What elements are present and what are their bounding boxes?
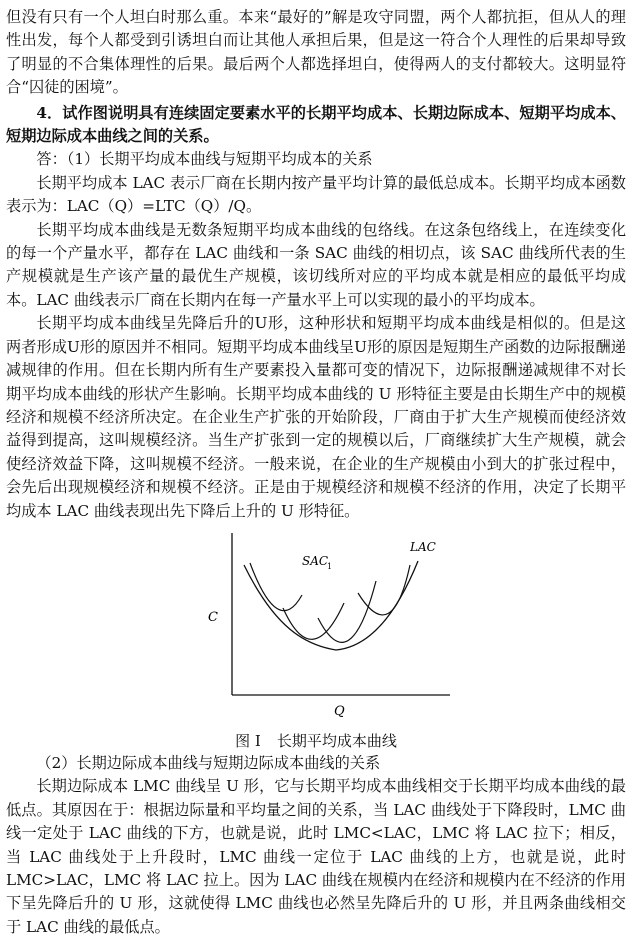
lac-label: LAC (410, 539, 436, 554)
caption-title: 长期平均成本曲线 (276, 731, 397, 750)
paragraph-intro: 但没有只有一个人坦白时那么重。本来“最好的”解是攻守同盟，两个人都抗拒，但从人的理性出发，每个人都受到引诱坦白而让其他人承担后果，但是这一符合个人理性的后果却导致了明显的不合集体理性的后果。最后两个人都选择坦白，使得两人的支付都较大。这明显符合“囚徒的困境”。 (6, 8, 626, 97)
paragraph-envelope: 长期平均成本曲线是无数条短期平均成本曲线的包络线。在这条包络线上，在连续变化的每一个产量水平，都存在 LAC 曲线和一条 SAC 曲线的相切点，该 SAC 曲线所代表的生产规模就是生产该产量的最优生产规模，该切线所对应的平均成本就是相应的最低平均成本。LAC 曲线表示厂商在长期内在每一产量水平上可以实现的最小的平均成本。 (6, 220, 626, 309)
sac-curve (250, 563, 302, 611)
figure-caption (6, 730, 626, 752)
answer-subheading-2: （2）长期边际成本曲线与短期边际成本曲线的关系 (36, 753, 381, 772)
question-heading: 4．试作图说明具有连续固定要素水平的长期平均成本、长期边际成本、短期平均成本、短期边际成本曲线之间的关系。 (6, 103, 626, 146)
paragraph-lmc: 长期边际成本 LMC 曲线呈 U 形，它与长期平均成本曲线相交于长期平均成本曲线的最低点。其原因在于：根据边际量和平均量之间的关系，当 LAC 曲线处于下降段时，LMC 曲线一定处于 LAC 曲线的下方，也就是说，此时 LMC<LAC，LMC 将 LAC 拉下；相反，当 LAC 曲线处于上升段时，LMC 曲线一定位于 LAC 曲线的上方，也就是说，此时 LMC>LAC，LMC 将 LAC 拉上。因为 LAC 曲线在规模内在经济和规模内在不经济的作用下呈先降后升的 U 形，这就使得 LMC 曲线也必然呈先降后升的 U 形，并且两条曲线相交于 LAC 曲线的最低点。 (6, 777, 626, 936)
paragraph-lac-definition: 长期平均成本 LAC 表示厂商在长期内按产量平均计算的最低总成本。长期平均成本函数表示为：LAC（Q）=LTC（Q）/Q。 (6, 173, 626, 216)
x-axis-label: Q (334, 703, 345, 719)
sac-curve (318, 581, 376, 642)
sac-label-subscript: 1 (327, 561, 333, 571)
caption-number: 图 I (235, 731, 261, 750)
lac-diagram (0, 523, 636, 728)
answer-subheading-1: 答：（1）长期平均成本曲线与短期平均成本的关系 (36, 150, 373, 169)
lac-figure (0, 523, 636, 728)
sac-label: SAC (302, 553, 329, 568)
sac-curve (358, 565, 410, 615)
paragraph-u-shape: 长期平均成本曲线呈先降后升的U形，这种形状和短期平均成本曲线是相似的。但是这两者形成U形的原因并不相同。短期平均成本曲线呈U形的原因是短期生产函数的边际报酬递减规律的作用。但在长期内所有生产要素投入量都可变的情况下，边际报酬递减规律不对长期平均成本曲线的形状产生影响。长期平均成本曲线的 U 形特征主要是由长期生产中的规模经济和规模不经济所决定。在企业生产扩张的开始阶段，厂商由于扩大生产规模而使经济效益得到提高，这叫规模经济。当生产扩张到一定的规模以后，厂商继续扩大生产规模，就会使经济效益下降，这叫规模不经济。一般来说，在企业的生产规模由小到大的扩张过程中，会先后出现规模经济和规模不经济。正是由于规模经济和规模不经济的作用，决定了长期平均成本 LAC 曲线表现出先下降后上升的 U 形特征。 (6, 314, 626, 520)
sac-curve (283, 603, 344, 639)
y-axis-label: C (208, 609, 218, 625)
